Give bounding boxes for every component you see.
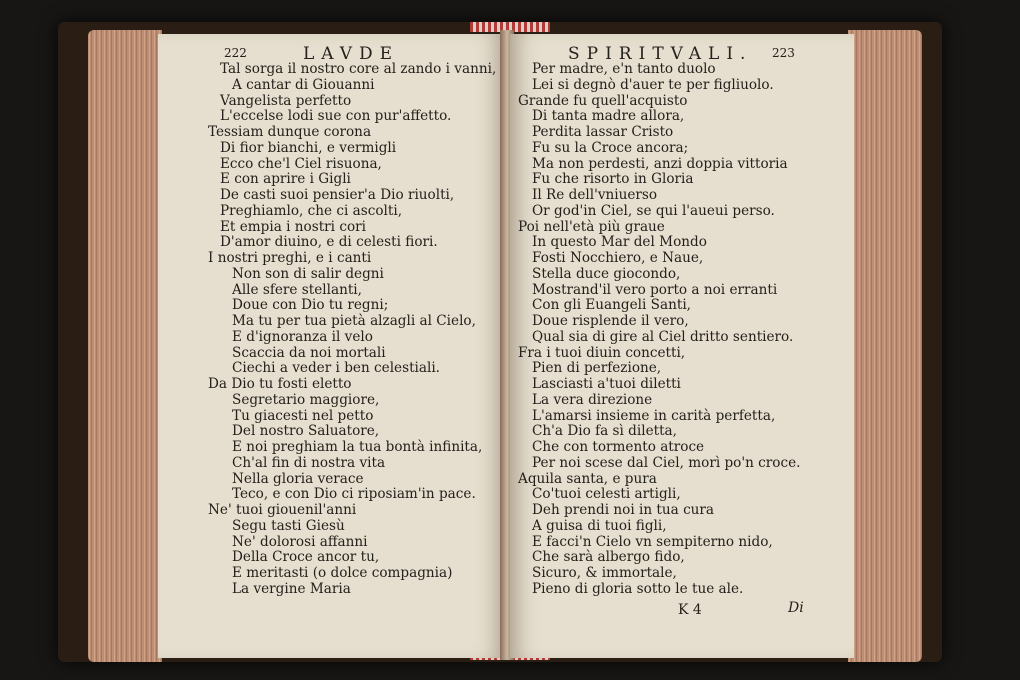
left-verse-line: Alle sfere stellanti, xyxy=(232,281,362,298)
left-verse-line: E con aprire i Gigli xyxy=(220,171,351,188)
right-verse-line: E facci'n Cielo vn sempiterno nido, xyxy=(532,533,773,550)
right-page-number: 223 xyxy=(772,46,795,60)
right-verse-line: In questo Mar del Mondo xyxy=(532,234,707,251)
right-verse-line: Pien di perfezione, xyxy=(532,360,662,377)
right-verse-line: Fu che risorto in Gloria xyxy=(532,171,694,188)
right-verse-line: Il Re dell'vniuerso xyxy=(532,187,658,203)
left-verse-line: E d'ignoranza il velo xyxy=(232,328,373,345)
right-verse-line: Qual sia di gire al Ciel dritto sentiero. xyxy=(532,328,794,345)
left-verse-line: D'amor diuino, e di celesti fiori. xyxy=(220,234,438,251)
left-verse-line: Tessiam dunque corona xyxy=(208,124,372,140)
right-verse-line: Sicuro, & immortale, xyxy=(532,565,677,581)
right-verse-line: La vera direzione xyxy=(532,391,653,408)
right-verse-line: Che con tormento atroce xyxy=(532,439,705,455)
left-verse-line: Segu tasti Giesù xyxy=(232,517,345,534)
right-verse-line: Mostrand'il vero porto a noi erranti xyxy=(532,281,778,298)
right-verse-line: Per madre, e'n tanto duolo xyxy=(532,61,716,77)
right-verse-line: Lasciasti a'tuoi diletti xyxy=(532,376,681,392)
left-verse-line: Scaccia da noi mortali xyxy=(232,344,386,361)
right-verse-line: A guisa di tuoi figli, xyxy=(532,517,667,534)
left-verse-line: Doue con Dio tu regni; xyxy=(232,297,389,314)
right-verse-line: Or god'in Ciel, se qui l'aueui perso. xyxy=(532,202,775,219)
right-verse-line: L'amarsi insieme in carità perfetta, xyxy=(532,407,776,424)
left-verse-line: Segretario maggiore, xyxy=(232,391,380,408)
left-verse-line: Ecco che'l Ciel risuona, xyxy=(220,155,382,172)
left-verse-line: Nella gloria verace xyxy=(232,470,364,487)
right-verse-line: Ma non perdesti, anzi doppia vittoria xyxy=(532,155,788,172)
left-verse-line: Tal sorga il nostro core al zando i vanni, xyxy=(220,61,497,77)
right-verse-line: Lei si degnò d'auer te per figliuolo. xyxy=(532,76,774,93)
right-page-edges xyxy=(848,30,922,662)
left-verse-line: Non son di salir degni xyxy=(232,265,384,282)
left-verse-line: I nostri preghi, e i canti xyxy=(208,250,372,266)
left-verse-line: Del nostro Saluatore, xyxy=(232,423,380,440)
left-verse-line: La vergine Maria xyxy=(232,580,351,597)
left-verse-line: Tu giacesti nel petto xyxy=(232,407,374,424)
right-verse-line: Pieno di gloria sotto le tue ale. xyxy=(532,580,744,597)
right-running-head: SPIRITVALI. xyxy=(568,44,753,64)
left-verse-line: Ma tu per tua pietà alzagli al Cielo, xyxy=(232,313,476,329)
signature-mark: K 4 xyxy=(678,602,702,618)
left-verse-line: L'eccelse lodi sue con pur'affetto. xyxy=(220,108,452,125)
right-verse-line: Con gli Euangeli Santi, xyxy=(532,297,691,314)
right-verse-line: Co'tuoi celesti artigli, xyxy=(532,486,681,503)
left-page-number: 222 xyxy=(224,46,247,60)
left-verse-line: Di fior bianchi, e vermigli xyxy=(220,139,397,156)
right-verse-line: Perdita lassar Cristo xyxy=(532,124,674,140)
right-verse-line: Che sarà albergo fido, xyxy=(532,549,685,566)
left-verse-line: Ne' dolorosi affanni xyxy=(232,533,368,550)
left-verse-line: Ch'al fin di nostra vita xyxy=(232,454,386,471)
left-verse-line: Teco, e con Dio ci riposiam'in pace. xyxy=(232,486,476,503)
right-verse-line: Di tanta madre allora, xyxy=(532,108,685,125)
left-verse-line: E meritasti (o dolce compagnia) xyxy=(232,565,453,581)
right-verse-line: Stella duce giocondo, xyxy=(532,265,681,282)
left-verse-line: A cantar di Giouanni xyxy=(232,76,375,93)
left-verse-line: Preghiamlo, che ci ascolti, xyxy=(220,202,403,219)
right-verse-line: Fu su la Croce ancora; xyxy=(532,139,689,156)
right-verse-line: Fosti Nocchiero, e Naue, xyxy=(532,250,704,266)
left-verse-line: Da Dio tu fosti eletto xyxy=(208,376,352,392)
right-verse-line: Fra i tuoi diuin concetti, xyxy=(518,344,686,361)
left-verse-line: Della Croce ancor tu, xyxy=(232,549,380,566)
left-running-head: LAVDE xyxy=(303,44,400,64)
left-verse-line: Et empia i nostri cori xyxy=(220,218,366,235)
right-verse-line: Deh prendi noi in tua cura xyxy=(532,502,715,518)
left-verse-line: Ciechi a veder i ben celestiali. xyxy=(232,360,440,377)
right-verse-line: Per noi scese dal Ciel, morì po'n croce. xyxy=(532,454,801,471)
left-verse-line: E noi preghiam la tua bontà infinita, xyxy=(232,439,483,455)
left-verse-line: Vangelista perfetto xyxy=(220,92,352,109)
right-verse-line: Ch'a Dio fa sì diletta, xyxy=(532,423,677,440)
right-verse-line: Grande fu quell'acquisto xyxy=(518,92,688,109)
left-page-edges xyxy=(88,30,162,662)
catchword: Di xyxy=(788,600,804,616)
right-page xyxy=(510,34,854,658)
left-verse-line: Ne' tuoi giouenil'anni xyxy=(208,502,357,518)
right-verse-line: Doue risplende il vero, xyxy=(532,313,689,329)
right-verse-line: Aquila santa, e pura xyxy=(518,470,657,487)
left-verse-line: De casti suoi pensier'a Dio riuolti, xyxy=(220,187,455,203)
right-verse-line: Poi nell'età più graue xyxy=(518,218,665,235)
left-page xyxy=(158,34,504,658)
